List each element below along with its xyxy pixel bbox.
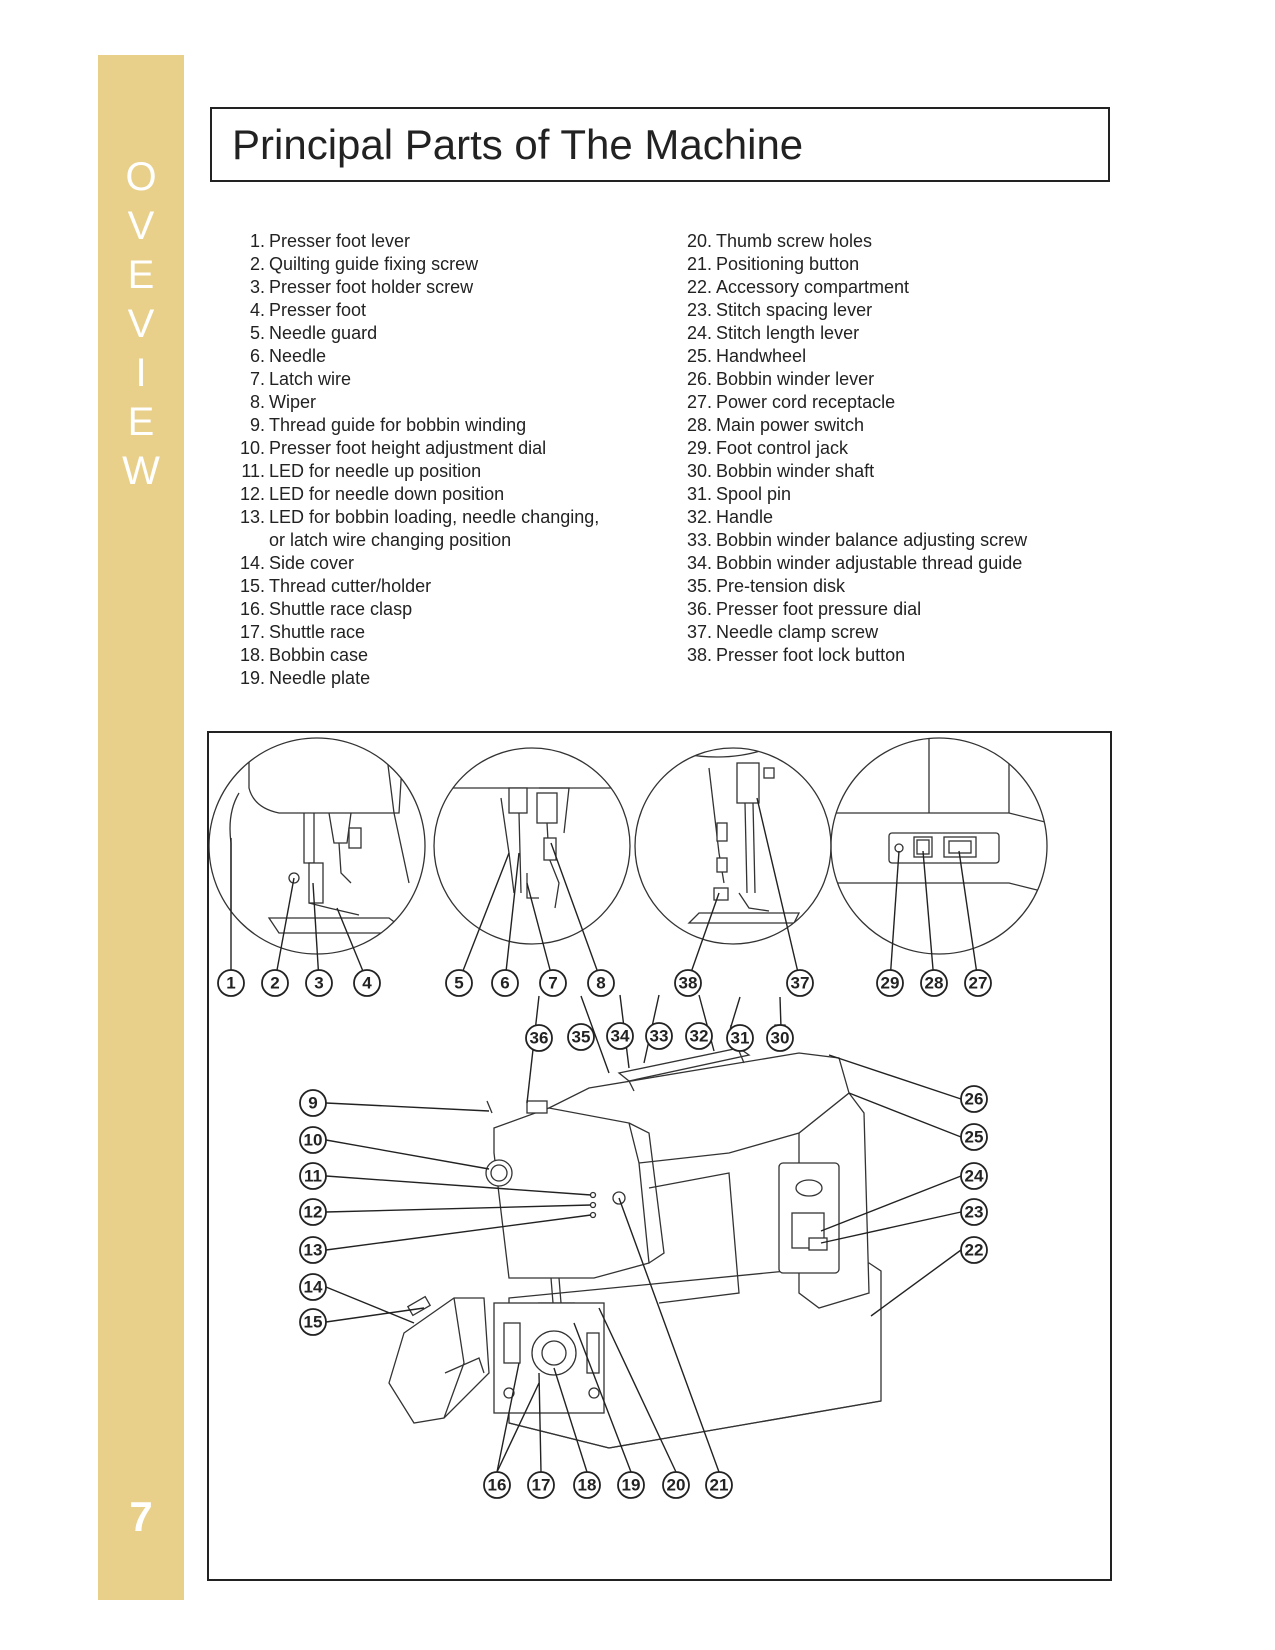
svg-text:19: 19 xyxy=(621,1475,641,1495)
part-list-item xyxy=(236,322,599,345)
svg-text:26: 26 xyxy=(964,1089,984,1109)
svg-text:2: 2 xyxy=(270,973,280,993)
part-list-item xyxy=(683,276,1027,299)
part-label: Accessory compartment xyxy=(716,277,910,297)
part-label: Foot control jack xyxy=(716,438,849,458)
part-label: Presser foot pressure dial xyxy=(716,599,922,619)
part-list-item xyxy=(683,345,1027,368)
part-list-item xyxy=(683,437,1027,460)
svg-text:22: 22 xyxy=(964,1240,984,1260)
part-label: Needle clamp screw xyxy=(716,622,879,642)
callout-5 xyxy=(446,970,472,996)
callout-30 xyxy=(767,1025,793,1051)
part-number: 34. xyxy=(686,553,712,573)
callout-17 xyxy=(528,1472,554,1498)
part-list-item xyxy=(236,598,599,621)
section-letter: W xyxy=(122,449,160,493)
svg-text:23: 23 xyxy=(964,1202,984,1222)
part-label: Shuttle race xyxy=(269,622,366,642)
part-number: 29. xyxy=(686,438,712,458)
part-number: 20. xyxy=(686,231,712,251)
part-label: Handwheel xyxy=(716,346,807,366)
callout-7 xyxy=(540,970,566,996)
svg-text:29: 29 xyxy=(880,973,900,993)
part-label: Thumb screw holes xyxy=(716,231,873,251)
svg-text:20: 20 xyxy=(666,1475,686,1495)
svg-text:21: 21 xyxy=(709,1475,729,1495)
part-number: 4. xyxy=(249,300,265,320)
part-list-item xyxy=(683,598,1027,621)
section-letter: O xyxy=(125,155,157,199)
callout-20 xyxy=(663,1472,689,1498)
part-label: Power cord receptacle xyxy=(716,392,896,412)
detail-needle-area xyxy=(434,748,630,944)
svg-text:8: 8 xyxy=(596,973,606,993)
svg-text:37: 37 xyxy=(790,973,810,993)
part-list-item xyxy=(236,621,599,644)
svg-text:18: 18 xyxy=(577,1475,597,1495)
callout-3 xyxy=(306,970,332,996)
part-list-item xyxy=(683,552,1027,575)
part-label: Bobbin winder shaft xyxy=(716,461,875,481)
part-label: LED for bobbin loading, needle changing, xyxy=(269,507,600,527)
part-list-item xyxy=(683,483,1027,506)
part-number: 11. xyxy=(241,461,265,481)
part-number: 26. xyxy=(686,369,712,389)
part-list-item xyxy=(236,552,599,575)
part-label: LED for needle down position xyxy=(269,484,505,504)
callout-18 xyxy=(574,1472,600,1498)
part-label: Spool pin xyxy=(716,484,792,504)
svg-text:13: 13 xyxy=(303,1240,323,1260)
page-title: Principal Parts of The Machine xyxy=(232,121,804,168)
part-number: 22. xyxy=(686,277,712,297)
part-list-item xyxy=(683,460,1027,483)
svg-text:33: 33 xyxy=(649,1026,669,1046)
svg-text:31: 31 xyxy=(730,1028,750,1048)
part-list-item xyxy=(236,414,599,437)
part-list-item xyxy=(236,644,599,667)
callout-31 xyxy=(727,1025,753,1051)
part-list-item xyxy=(683,621,1027,644)
part-number: 8. xyxy=(249,392,265,412)
part-list-item xyxy=(236,483,599,506)
callout-10 xyxy=(300,1127,326,1153)
detail-needle-clamp-area xyxy=(635,748,831,944)
svg-text:5: 5 xyxy=(454,973,464,993)
part-label: Bobbin case xyxy=(269,645,369,665)
part-list-item xyxy=(683,230,1027,253)
callout-24 xyxy=(961,1163,987,1189)
svg-text:10: 10 xyxy=(303,1130,323,1150)
part-number: 30. xyxy=(686,461,712,481)
callout-2 xyxy=(262,970,288,996)
section-letter: E xyxy=(127,400,155,444)
part-label: Needle xyxy=(269,346,327,366)
part-list-item xyxy=(236,529,599,552)
callout-25 xyxy=(961,1124,987,1150)
callout-21 xyxy=(706,1472,732,1498)
callout-1 xyxy=(218,970,244,996)
callout-32 xyxy=(686,1023,712,1049)
svg-text:4: 4 xyxy=(362,973,372,993)
callout-26 xyxy=(961,1086,987,1112)
part-number: 6. xyxy=(249,346,265,366)
section-sidebar xyxy=(98,55,184,1600)
part-number: 24. xyxy=(686,323,712,343)
part-number: 12. xyxy=(239,484,265,504)
part-number: 17. xyxy=(239,622,265,642)
part-number: 33. xyxy=(686,530,712,550)
part-label: or latch wire changing position xyxy=(269,530,512,550)
part-number: 7. xyxy=(249,369,265,389)
part-number: 18. xyxy=(239,645,265,665)
part-list-item xyxy=(236,253,599,276)
part-label: Stitch spacing lever xyxy=(716,300,873,320)
part-list-item xyxy=(683,506,1027,529)
part-label: Thread guide for bobbin winding xyxy=(269,415,527,435)
part-label: Stitch length lever xyxy=(716,323,860,343)
svg-text:32: 32 xyxy=(689,1026,709,1046)
callout-28 xyxy=(921,970,947,996)
section-label xyxy=(98,153,184,496)
parts-diagram xyxy=(207,731,1112,1581)
part-list-item xyxy=(683,299,1027,322)
part-number: 36. xyxy=(686,599,712,619)
svg-text:7: 7 xyxy=(548,973,558,993)
svg-text:1: 1 xyxy=(226,973,236,993)
part-number: 10. xyxy=(239,438,265,458)
part-label: LED for needle up position xyxy=(269,461,482,481)
detail-presser-foot-area xyxy=(209,733,425,954)
part-list-item xyxy=(683,644,1027,667)
callout-33 xyxy=(646,1023,672,1049)
svg-text:24: 24 xyxy=(964,1166,984,1186)
part-label: Bobbin winder adjustable thread guide xyxy=(716,553,1023,573)
part-list-item xyxy=(683,368,1027,391)
part-label: Needle plate xyxy=(269,668,371,688)
part-number: 16. xyxy=(239,599,265,619)
callout-12 xyxy=(300,1199,326,1225)
part-list-item xyxy=(683,575,1027,598)
section-letter: I xyxy=(135,351,147,395)
section-letter: V xyxy=(127,204,155,248)
callout-38 xyxy=(675,970,701,996)
part-number: 2. xyxy=(249,254,265,274)
svg-text:35: 35 xyxy=(571,1027,591,1047)
part-label: Presser foot xyxy=(269,300,367,320)
part-list-item xyxy=(236,276,599,299)
part-label: Main power switch xyxy=(716,415,865,435)
callout-22 xyxy=(961,1237,987,1263)
svg-text:27: 27 xyxy=(968,973,988,993)
part-label: Wiper xyxy=(269,392,317,412)
part-list-item xyxy=(683,529,1027,552)
callout-34 xyxy=(607,1023,633,1049)
part-label: Pre-tension disk xyxy=(716,576,846,596)
detail-rear-panel xyxy=(829,733,1049,954)
svg-text:25: 25 xyxy=(964,1127,984,1147)
part-number: 35. xyxy=(686,576,712,596)
part-list-item xyxy=(236,506,599,529)
svg-text:38: 38 xyxy=(678,973,698,993)
part-number: 5. xyxy=(249,323,265,343)
part-label: Needle guard xyxy=(269,323,378,343)
part-list-item xyxy=(683,253,1027,276)
svg-text:17: 17 xyxy=(531,1475,551,1495)
callout-29 xyxy=(877,970,903,996)
part-label: Bobbin winder balance adjusting screw xyxy=(716,530,1028,550)
part-list-item xyxy=(236,345,599,368)
svg-text:30: 30 xyxy=(770,1028,790,1048)
part-label: Latch wire xyxy=(269,369,352,389)
sewing-machine-illustration xyxy=(209,733,1114,1583)
part-label: Shuttle race clasp xyxy=(269,599,413,619)
callout-23 xyxy=(961,1199,987,1225)
part-label: Presser foot lock button xyxy=(716,645,906,665)
part-list-item xyxy=(236,667,599,690)
callout-15 xyxy=(300,1309,326,1335)
part-list-item xyxy=(236,230,599,253)
callout-4 xyxy=(354,970,380,996)
part-label: Thread cutter/holder xyxy=(269,576,432,596)
svg-text:36: 36 xyxy=(529,1028,549,1048)
svg-text:16: 16 xyxy=(487,1475,507,1495)
svg-text:28: 28 xyxy=(924,973,944,993)
part-number: 13. xyxy=(239,507,265,527)
callout-35 xyxy=(568,1024,594,1050)
part-number: 25. xyxy=(686,346,712,366)
part-list-item xyxy=(236,391,599,414)
part-number: 19. xyxy=(239,668,265,688)
title-box xyxy=(210,107,1110,182)
part-label: Presser foot holder screw xyxy=(269,277,474,297)
part-list-item xyxy=(683,322,1027,345)
parts-list-right xyxy=(683,230,1027,667)
part-label: Quilting guide fixing screw xyxy=(269,254,479,274)
callout-16 xyxy=(484,1472,510,1498)
callout-27 xyxy=(965,970,991,996)
callout-6 xyxy=(492,970,518,996)
callout-13 xyxy=(300,1237,326,1263)
part-list-item xyxy=(236,368,599,391)
part-number: 21. xyxy=(686,254,712,274)
callout-14 xyxy=(300,1274,326,1300)
part-label: Presser foot height adjustment dial xyxy=(269,438,547,458)
part-number: 38. xyxy=(686,645,712,665)
svg-text:12: 12 xyxy=(303,1202,323,1222)
part-number: 14. xyxy=(239,553,265,573)
svg-text:9: 9 xyxy=(308,1093,318,1113)
svg-text:14: 14 xyxy=(303,1277,323,1297)
part-number: 31. xyxy=(686,484,712,504)
detail-leader-lines xyxy=(231,798,978,981)
part-number: 1. xyxy=(249,231,265,251)
part-number: 3. xyxy=(249,277,265,297)
callout-36 xyxy=(526,1025,552,1051)
svg-text:3: 3 xyxy=(314,973,324,993)
part-list-item xyxy=(236,575,599,598)
part-label: Bobbin winder lever xyxy=(716,369,875,389)
page-number: 7 xyxy=(129,1493,153,1540)
svg-text:6: 6 xyxy=(500,973,510,993)
svg-text:11: 11 xyxy=(304,1166,322,1186)
part-list-item xyxy=(236,299,599,322)
svg-text:15: 15 xyxy=(303,1312,323,1332)
part-label: Presser foot lever xyxy=(269,231,411,251)
part-number: 28. xyxy=(686,415,712,435)
section-letter: E xyxy=(127,253,155,297)
callout-19 xyxy=(618,1472,644,1498)
callout-37 xyxy=(787,970,813,996)
part-number: 15. xyxy=(239,576,265,596)
part-number: 27. xyxy=(686,392,712,412)
part-label: Positioning button xyxy=(716,254,860,274)
part-list-item xyxy=(236,460,599,483)
part-label: Handle xyxy=(716,507,774,527)
callout-9 xyxy=(300,1090,326,1116)
part-number: 9. xyxy=(249,415,265,435)
part-list-item xyxy=(683,414,1027,437)
part-label: Side cover xyxy=(269,553,355,573)
part-number: 32. xyxy=(686,507,712,527)
part-list-item xyxy=(236,437,599,460)
section-letter: V xyxy=(127,302,155,346)
callout-8 xyxy=(588,970,614,996)
callout-11 xyxy=(300,1163,326,1189)
part-number: 23. xyxy=(686,300,712,320)
part-number: 37. xyxy=(686,622,712,642)
parts-list-left xyxy=(236,230,599,690)
svg-text:34: 34 xyxy=(610,1026,630,1046)
part-list-item xyxy=(683,391,1027,414)
